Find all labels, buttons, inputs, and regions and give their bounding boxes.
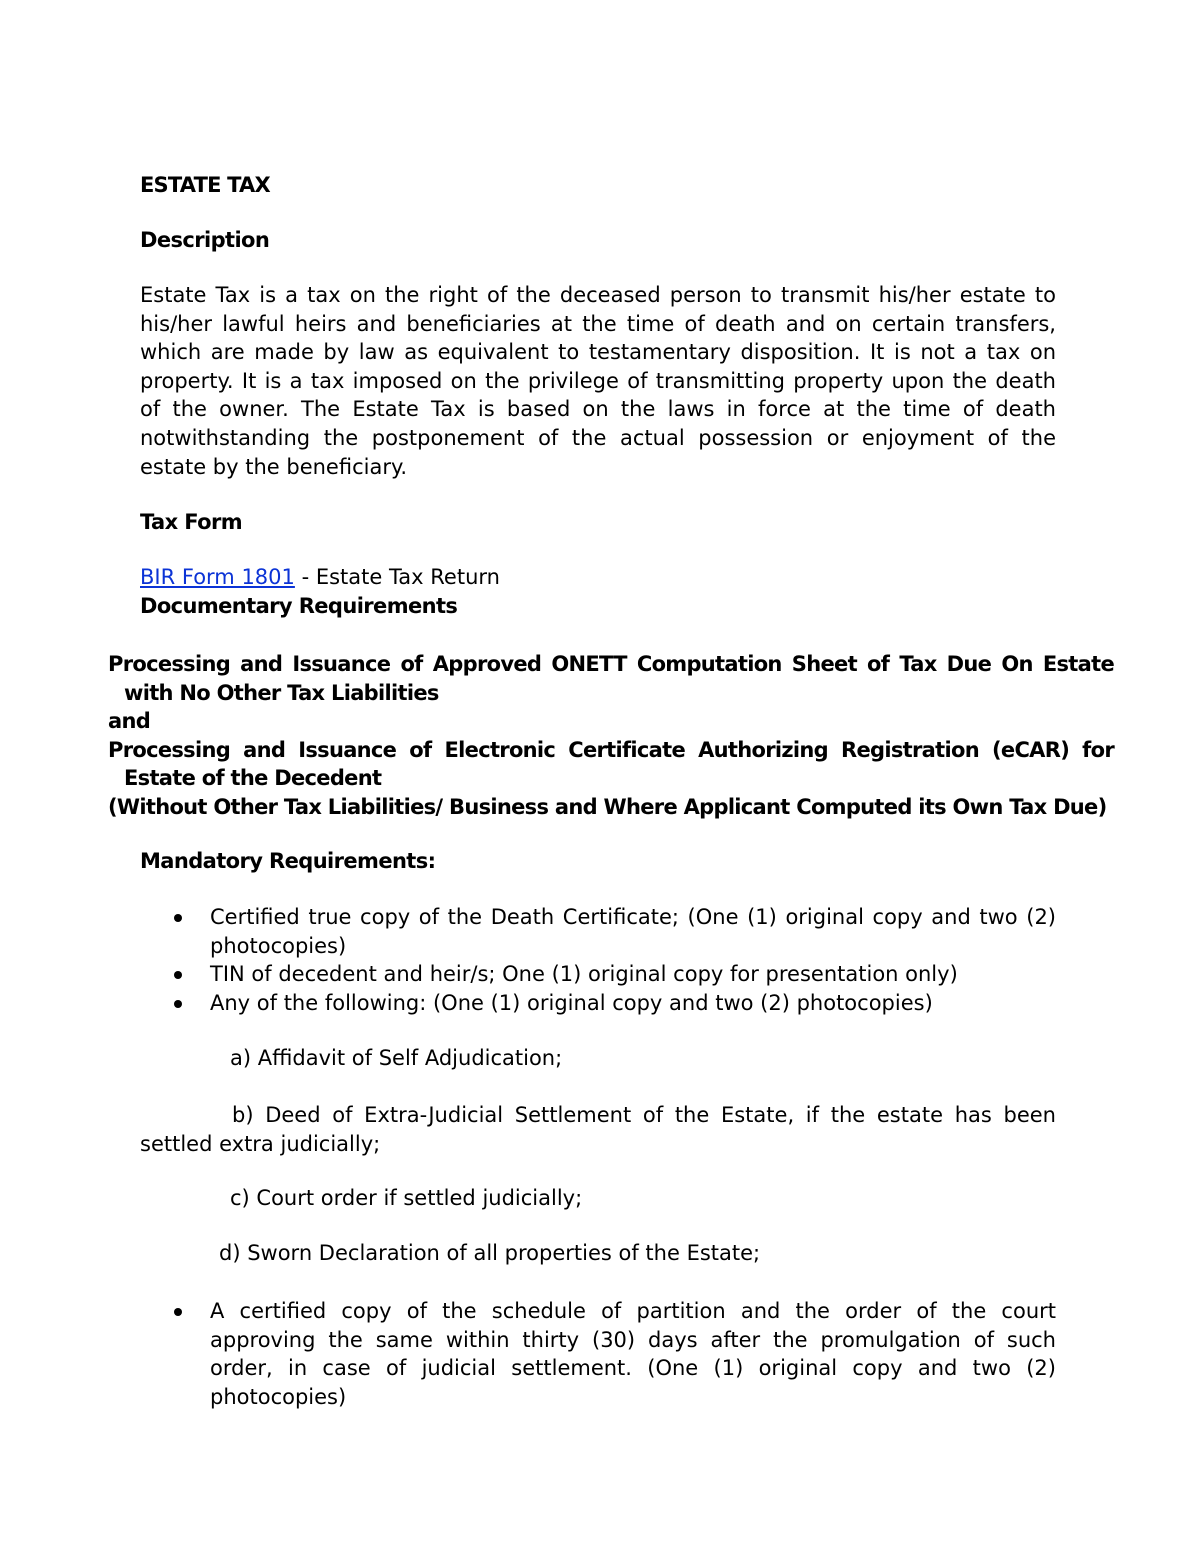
list-item-text: TIN of decedent and heir/s; One (1) original copy for presentation only) xyxy=(210,962,958,987)
list-item xyxy=(140,1297,1056,1411)
bir-form-1801-link[interactable]: BIR Form 1801 xyxy=(140,565,295,589)
mandatory-requirements-heading: Mandatory Requirements: xyxy=(140,849,436,873)
description-heading: Description xyxy=(140,228,270,252)
and-connector: and xyxy=(108,709,151,733)
document-title: ESTATE TAX xyxy=(140,173,270,197)
sub-item-c: c) Court order if settled judicially; xyxy=(230,1186,583,1210)
bullet-icon xyxy=(174,971,182,979)
list-item-text: Any of the following: (One (1) original copy and two (2) photocopies) xyxy=(210,990,933,1015)
partition-requirement-list xyxy=(140,1297,1056,1411)
processing-ecar-heading: Processing and Issuance of Electronic Certificate Authorizing Registration (eCAR) for Estate of the Decedent xyxy=(108,737,1114,790)
list-item-text: A certified copy of the schedule of partition and the order of the court approving the same within thirty (30) days after the promulgation of such order, in case of judicial settlement. (One (1) original copy and two (2) photocopies) xyxy=(210,1299,1056,1409)
mandatory-requirements-list xyxy=(140,903,1056,1017)
processing-onett-heading: Processing and Issuance of Approved ONETT Computation Sheet of Tax Due On Estate with No Other Tax Liabilities xyxy=(108,652,1114,705)
list-item xyxy=(140,903,1056,960)
bullet-icon xyxy=(174,1000,182,1008)
list-item-text: Certified true copy of the Death Certificate; (One (1) original copy and two (2) photocopies) xyxy=(210,905,1056,958)
bullet-icon xyxy=(174,914,182,922)
documentary-requirements-heading: Documentary Requirements xyxy=(140,594,458,618)
processing-note: (Without Other Tax Liabilities/ Business and Where Applicant Computed its Own Tax Due) xyxy=(108,794,1107,819)
bullet-icon xyxy=(174,1308,182,1316)
sub-item-a: a) Affidavit of Self Adjudication; xyxy=(230,1046,563,1070)
tax-form-line xyxy=(140,565,500,589)
description-paragraph: Estate Tax is a tax on the right of the deceased person to transmit his/her estate to his/her lawful heirs and beneficiaries at the time of death and on certain transfers, which are made by law as equivalent to testamentary disposition. It is not a tax on property. It is a tax imposed on the privilege of transmitting property upon the death of the owner. The Estate Tax is based on the laws in force at the time of death notwithstanding the postponement of the actual possession or enjoyment of the estate by the beneficiary. xyxy=(140,283,1056,479)
processing-block xyxy=(108,650,1114,821)
list-item xyxy=(140,989,1056,1018)
tax-form-heading: Tax Form xyxy=(140,510,243,534)
sub-item-b: b) Deed of Extra-Judicial Settlement of the Estate, if the estate has been settled extra judicially; xyxy=(140,1103,1056,1156)
sub-item-d: d) Sworn Declaration of all properties of the Estate; xyxy=(219,1241,761,1265)
tax-form-suffix: - Estate Tax Return xyxy=(294,565,500,589)
list-item xyxy=(140,960,1056,989)
